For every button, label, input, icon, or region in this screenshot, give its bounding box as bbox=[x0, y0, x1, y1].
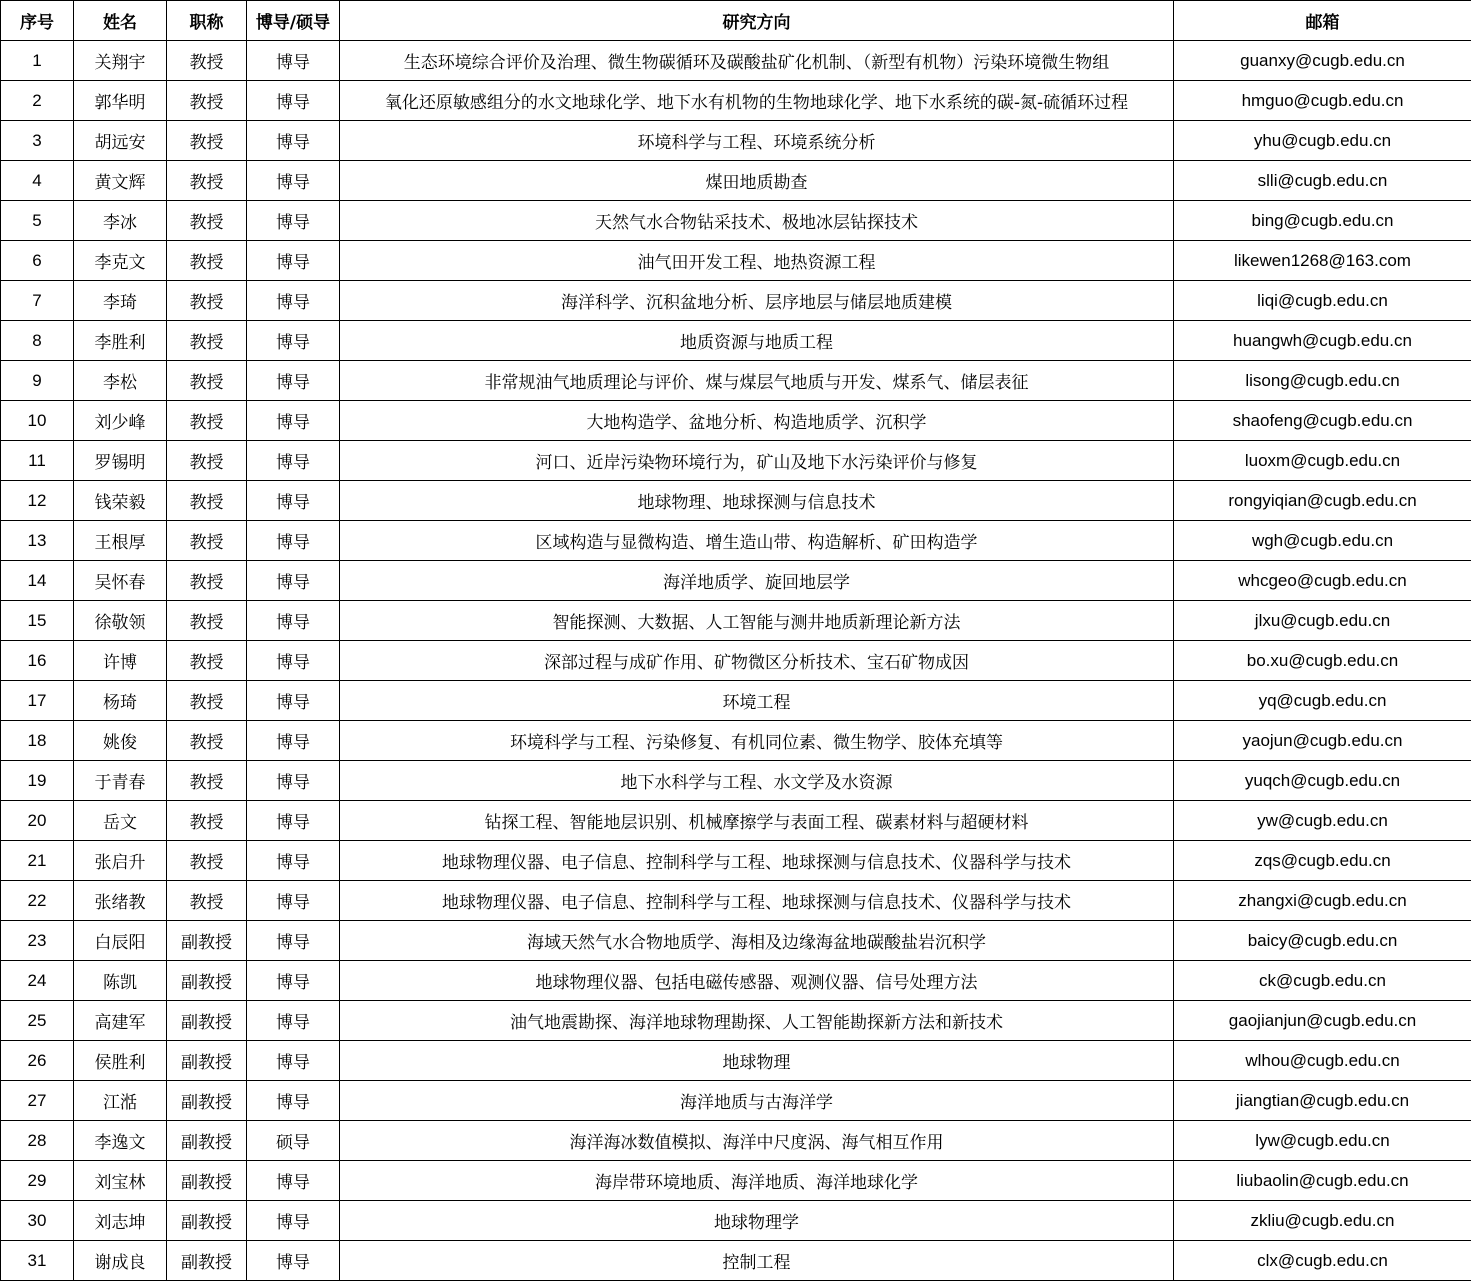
table-row bbox=[1, 921, 1471, 961]
cell-email: jiangtian@cugb.edu.cn bbox=[1174, 1081, 1471, 1121]
cell-name: 黄文辉 bbox=[74, 161, 167, 201]
cell-name: 陈凯 bbox=[74, 961, 167, 1001]
cell-title: 教授 bbox=[167, 481, 247, 521]
cell-email: zhangxi@cugb.edu.cn bbox=[1174, 881, 1471, 921]
cell-supervisor: 博导 bbox=[247, 961, 340, 1001]
cell-supervisor: 博导 bbox=[247, 401, 340, 441]
cell-name: 许博 bbox=[74, 641, 167, 681]
cell-seq: 25 bbox=[1, 1001, 74, 1041]
cell-research: 河口、近岸污染物环境行为，矿山及地下水污染评价与修复 bbox=[340, 441, 1174, 481]
table-row bbox=[1, 241, 1471, 281]
table-body bbox=[1, 41, 1471, 1281]
cell-email: gaojianjun@cugb.edu.cn bbox=[1174, 1001, 1471, 1041]
cell-supervisor: 博导 bbox=[247, 601, 340, 641]
cell-seq: 16 bbox=[1, 641, 74, 681]
cell-research: 环境科学与工程、环境系统分析 bbox=[340, 121, 1174, 161]
cell-research: 地质资源与地质工程 bbox=[340, 321, 1174, 361]
cell-title: 教授 bbox=[167, 841, 247, 881]
table-row bbox=[1, 1121, 1471, 1161]
cell-name: 刘少峰 bbox=[74, 401, 167, 441]
cell-supervisor: 博导 bbox=[247, 161, 340, 201]
cell-seq: 7 bbox=[1, 281, 74, 321]
cell-title: 副教授 bbox=[167, 1041, 247, 1081]
cell-name: 李松 bbox=[74, 361, 167, 401]
cell-name: 姚俊 bbox=[74, 721, 167, 761]
cell-name: 白辰阳 bbox=[74, 921, 167, 961]
cell-research: 地球物理仪器、电子信息、控制科学与工程、地球探测与信息技术、仪器科学与技术 bbox=[340, 881, 1174, 921]
cell-title: 教授 bbox=[167, 761, 247, 801]
header-name: 姓名 bbox=[74, 1, 167, 41]
cell-email: wgh@cugb.edu.cn bbox=[1174, 521, 1471, 561]
cell-name: 岳文 bbox=[74, 801, 167, 841]
header-supervisor: 博导/硕导 bbox=[247, 1, 340, 41]
cell-name: 杨琦 bbox=[74, 681, 167, 721]
cell-name: 钱荣毅 bbox=[74, 481, 167, 521]
header-research: 研究方向 bbox=[340, 1, 1174, 41]
cell-seq: 27 bbox=[1, 1081, 74, 1121]
cell-research: 天然气水合物钻采技术、极地冰层钻探技术 bbox=[340, 201, 1174, 241]
cell-name: 吴怀春 bbox=[74, 561, 167, 601]
cell-supervisor: 博导 bbox=[247, 1001, 340, 1041]
table-row bbox=[1, 481, 1471, 521]
cell-title: 教授 bbox=[167, 281, 247, 321]
cell-research: 海洋地质与古海洋学 bbox=[340, 1081, 1174, 1121]
cell-title: 教授 bbox=[167, 521, 247, 561]
cell-supervisor: 博导 bbox=[247, 801, 340, 841]
cell-seq: 2 bbox=[1, 81, 74, 121]
cell-research: 地球物理、地球探测与信息技术 bbox=[340, 481, 1174, 521]
cell-email: clx@cugb.edu.cn bbox=[1174, 1241, 1471, 1281]
cell-email: zqs@cugb.edu.cn bbox=[1174, 841, 1471, 881]
cell-name: 李冰 bbox=[74, 201, 167, 241]
table-row bbox=[1, 641, 1471, 681]
cell-supervisor: 博导 bbox=[247, 321, 340, 361]
cell-email: lyw@cugb.edu.cn bbox=[1174, 1121, 1471, 1161]
cell-supervisor: 博导 bbox=[247, 761, 340, 801]
table-row bbox=[1, 441, 1471, 481]
cell-title: 副教授 bbox=[167, 921, 247, 961]
table-row bbox=[1, 81, 1471, 121]
cell-name: 郭华明 bbox=[74, 81, 167, 121]
cell-name: 李克文 bbox=[74, 241, 167, 281]
cell-title: 教授 bbox=[167, 681, 247, 721]
cell-supervisor: 硕导 bbox=[247, 1121, 340, 1161]
cell-research: 地下水科学与工程、水文学及水资源 bbox=[340, 761, 1174, 801]
cell-supervisor: 博导 bbox=[247, 1161, 340, 1201]
cell-research: 钻探工程、智能地层识别、机械摩擦学与表面工程、碳素材料与超硬材料 bbox=[340, 801, 1174, 841]
cell-email: luoxm@cugb.edu.cn bbox=[1174, 441, 1471, 481]
cell-seq: 17 bbox=[1, 681, 74, 721]
table-row bbox=[1, 681, 1471, 721]
cell-email: yaojun@cugb.edu.cn bbox=[1174, 721, 1471, 761]
cell-seq: 31 bbox=[1, 1241, 74, 1281]
table-row bbox=[1, 41, 1471, 81]
table-row bbox=[1, 841, 1471, 881]
cell-seq: 24 bbox=[1, 961, 74, 1001]
cell-seq: 5 bbox=[1, 201, 74, 241]
table-row bbox=[1, 361, 1471, 401]
cell-name: 高建军 bbox=[74, 1001, 167, 1041]
cell-research: 深部过程与成矿作用、矿物微区分析技术、宝石矿物成因 bbox=[340, 641, 1174, 681]
cell-title: 教授 bbox=[167, 601, 247, 641]
table-row bbox=[1, 1081, 1471, 1121]
cell-supervisor: 博导 bbox=[247, 241, 340, 281]
cell-seq: 11 bbox=[1, 441, 74, 481]
cell-seq: 12 bbox=[1, 481, 74, 521]
cell-research: 地球物理仪器、电子信息、控制科学与工程、地球探测与信息技术、仪器科学与技术 bbox=[340, 841, 1174, 881]
cell-name: 江湉 bbox=[74, 1081, 167, 1121]
cell-name: 侯胜利 bbox=[74, 1041, 167, 1081]
table-row bbox=[1, 561, 1471, 601]
cell-research: 煤田地质勘查 bbox=[340, 161, 1174, 201]
table-row bbox=[1, 961, 1471, 1001]
table-row bbox=[1, 1201, 1471, 1241]
cell-supervisor: 博导 bbox=[247, 441, 340, 481]
cell-email: whcgeo@cugb.edu.cn bbox=[1174, 561, 1471, 601]
cell-seq: 10 bbox=[1, 401, 74, 441]
cell-email: hmguo@cugb.edu.cn bbox=[1174, 81, 1471, 121]
cell-seq: 23 bbox=[1, 921, 74, 961]
cell-supervisor: 博导 bbox=[247, 481, 340, 521]
cell-research: 海域天然气水合物地质学、海相及边缘海盆地碳酸盐岩沉积学 bbox=[340, 921, 1174, 961]
cell-supervisor: 博导 bbox=[247, 561, 340, 601]
cell-email: ck@cugb.edu.cn bbox=[1174, 961, 1471, 1001]
cell-supervisor: 博导 bbox=[247, 1081, 340, 1121]
cell-title: 教授 bbox=[167, 401, 247, 441]
cell-seq: 3 bbox=[1, 121, 74, 161]
header-seq: 序号 bbox=[1, 1, 74, 41]
cell-seq: 30 bbox=[1, 1201, 74, 1241]
cell-email: zkliu@cugb.edu.cn bbox=[1174, 1201, 1471, 1241]
cell-supervisor: 博导 bbox=[247, 361, 340, 401]
cell-email: bo.xu@cugb.edu.cn bbox=[1174, 641, 1471, 681]
cell-supervisor: 博导 bbox=[247, 921, 340, 961]
cell-research: 地球物理 bbox=[340, 1041, 1174, 1081]
cell-title: 教授 bbox=[167, 321, 247, 361]
cell-name: 张启升 bbox=[74, 841, 167, 881]
cell-seq: 18 bbox=[1, 721, 74, 761]
cell-research: 大地构造学、盆地分析、构造地质学、沉积学 bbox=[340, 401, 1174, 441]
cell-title: 教授 bbox=[167, 121, 247, 161]
cell-supervisor: 博导 bbox=[247, 881, 340, 921]
cell-seq: 14 bbox=[1, 561, 74, 601]
cell-email: lisong@cugb.edu.cn bbox=[1174, 361, 1471, 401]
cell-supervisor: 博导 bbox=[247, 521, 340, 561]
header-email: 邮箱 bbox=[1174, 1, 1471, 41]
cell-title: 教授 bbox=[167, 241, 247, 281]
cell-name: 罗锡明 bbox=[74, 441, 167, 481]
cell-name: 徐敬领 bbox=[74, 601, 167, 641]
cell-email: bing@cugb.edu.cn bbox=[1174, 201, 1471, 241]
cell-title: 副教授 bbox=[167, 1081, 247, 1121]
table-row bbox=[1, 401, 1471, 441]
table-row bbox=[1, 801, 1471, 841]
cell-seq: 8 bbox=[1, 321, 74, 361]
cell-name: 李胜利 bbox=[74, 321, 167, 361]
cell-seq: 4 bbox=[1, 161, 74, 201]
cell-title: 教授 bbox=[167, 561, 247, 601]
cell-supervisor: 博导 bbox=[247, 1241, 340, 1281]
cell-name: 张绪教 bbox=[74, 881, 167, 921]
cell-seq: 9 bbox=[1, 361, 74, 401]
cell-name: 刘志坤 bbox=[74, 1201, 167, 1241]
cell-name: 刘宝林 bbox=[74, 1161, 167, 1201]
cell-research: 氧化还原敏感组分的水文地球化学、地下水有机物的生物地球化学、地下水系统的碳-氮-硫循环过程 bbox=[340, 81, 1174, 121]
cell-email: guanxy@cugb.edu.cn bbox=[1174, 41, 1471, 81]
cell-title: 副教授 bbox=[167, 961, 247, 1001]
cell-seq: 15 bbox=[1, 601, 74, 641]
table-row bbox=[1, 721, 1471, 761]
cell-supervisor: 博导 bbox=[247, 81, 340, 121]
cell-seq: 19 bbox=[1, 761, 74, 801]
table-row bbox=[1, 281, 1471, 321]
cell-seq: 21 bbox=[1, 841, 74, 881]
cell-supervisor: 博导 bbox=[247, 1041, 340, 1081]
cell-supervisor: 博导 bbox=[247, 281, 340, 321]
cell-research: 油气田开发工程、地热资源工程 bbox=[340, 241, 1174, 281]
cell-supervisor: 博导 bbox=[247, 721, 340, 761]
table-row bbox=[1, 161, 1471, 201]
cell-name: 李逸文 bbox=[74, 1121, 167, 1161]
table-row bbox=[1, 881, 1471, 921]
cell-email: jlxu@cugb.edu.cn bbox=[1174, 601, 1471, 641]
cell-name: 李琦 bbox=[74, 281, 167, 321]
cell-name: 王根厚 bbox=[74, 521, 167, 561]
cell-seq: 1 bbox=[1, 41, 74, 81]
cell-email: baicy@cugb.edu.cn bbox=[1174, 921, 1471, 961]
cell-email: yuqch@cugb.edu.cn bbox=[1174, 761, 1471, 801]
cell-seq: 26 bbox=[1, 1041, 74, 1081]
cell-supervisor: 博导 bbox=[247, 121, 340, 161]
cell-seq: 22 bbox=[1, 881, 74, 921]
cell-title: 教授 bbox=[167, 41, 247, 81]
cell-title: 教授 bbox=[167, 881, 247, 921]
cell-research: 海洋海冰数值模拟、海洋中尺度涡、海气相互作用 bbox=[340, 1121, 1174, 1161]
cell-title: 副教授 bbox=[167, 1161, 247, 1201]
cell-research: 环境工程 bbox=[340, 681, 1174, 721]
cell-research: 海洋地质学、旋回地层学 bbox=[340, 561, 1174, 601]
cell-title: 教授 bbox=[167, 801, 247, 841]
cell-title: 教授 bbox=[167, 721, 247, 761]
cell-research: 海岸带环境地质、海洋地质、海洋地球化学 bbox=[340, 1161, 1174, 1201]
table-row bbox=[1, 1241, 1471, 1281]
cell-title: 教授 bbox=[167, 361, 247, 401]
cell-title: 教授 bbox=[167, 201, 247, 241]
table-row bbox=[1, 201, 1471, 241]
cell-email: slli@cugb.edu.cn bbox=[1174, 161, 1471, 201]
cell-supervisor: 博导 bbox=[247, 641, 340, 681]
cell-supervisor: 博导 bbox=[247, 201, 340, 241]
cell-title: 副教授 bbox=[167, 1241, 247, 1281]
cell-name: 胡远安 bbox=[74, 121, 167, 161]
cell-seq: 13 bbox=[1, 521, 74, 561]
cell-email: yhu@cugb.edu.cn bbox=[1174, 121, 1471, 161]
cell-title: 副教授 bbox=[167, 1201, 247, 1241]
cell-email: huangwh@cugb.edu.cn bbox=[1174, 321, 1471, 361]
cell-research: 区域构造与显微构造、增生造山带、构造解析、矿田构造学 bbox=[340, 521, 1174, 561]
table-row bbox=[1, 1041, 1471, 1081]
cell-research: 地球物理仪器、包括电磁传感器、观测仪器、信号处理方法 bbox=[340, 961, 1174, 1001]
cell-title: 教授 bbox=[167, 161, 247, 201]
cell-email: yq@cugb.edu.cn bbox=[1174, 681, 1471, 721]
cell-research: 生态环境综合评价及治理、微生物碳循环及碳酸盐矿化机制、（新型有机物）污染环境微生物组 bbox=[340, 41, 1174, 81]
header-title: 职称 bbox=[167, 1, 247, 41]
cell-title: 教授 bbox=[167, 81, 247, 121]
table-row bbox=[1, 1001, 1471, 1041]
cell-supervisor: 博导 bbox=[247, 841, 340, 881]
cell-title: 副教授 bbox=[167, 1001, 247, 1041]
cell-research: 控制工程 bbox=[340, 1241, 1174, 1281]
cell-supervisor: 博导 bbox=[247, 681, 340, 721]
header-row bbox=[1, 1, 1471, 41]
cell-seq: 20 bbox=[1, 801, 74, 841]
cell-research: 环境科学与工程、污染修复、有机同位素、微生物学、胶体充填等 bbox=[340, 721, 1174, 761]
cell-seq: 29 bbox=[1, 1161, 74, 1201]
cell-seq: 6 bbox=[1, 241, 74, 281]
table-row bbox=[1, 761, 1471, 801]
cell-title: 教授 bbox=[167, 441, 247, 481]
cell-research: 油气地震勘探、海洋地球物理勘探、人工智能勘探新方法和新技术 bbox=[340, 1001, 1174, 1041]
cell-research: 海洋科学、沉积盆地分析、层序地层与储层地质建模 bbox=[340, 281, 1174, 321]
cell-email: liqi@cugb.edu.cn bbox=[1174, 281, 1471, 321]
cell-title: 教授 bbox=[167, 641, 247, 681]
cell-title: 副教授 bbox=[167, 1121, 247, 1161]
table-row bbox=[1, 1161, 1471, 1201]
cell-email: wlhou@cugb.edu.cn bbox=[1174, 1041, 1471, 1081]
table-row bbox=[1, 601, 1471, 641]
cell-email: likewen1268@163.com bbox=[1174, 241, 1471, 281]
cell-name: 谢成良 bbox=[74, 1241, 167, 1281]
cell-research: 智能探测、大数据、人工智能与测井地质新理论新方法 bbox=[340, 601, 1174, 641]
cell-supervisor: 博导 bbox=[247, 41, 340, 81]
table-row bbox=[1, 121, 1471, 161]
cell-email: shaofeng@cugb.edu.cn bbox=[1174, 401, 1471, 441]
cell-research: 非常规油气地质理论与评价、煤与煤层气地质与开发、煤系气、储层表征 bbox=[340, 361, 1174, 401]
table-row bbox=[1, 321, 1471, 361]
cell-research: 地球物理学 bbox=[340, 1201, 1174, 1241]
cell-email: liubaolin@cugb.edu.cn bbox=[1174, 1161, 1471, 1201]
cell-email: yw@cugb.edu.cn bbox=[1174, 801, 1471, 841]
cell-email: rongyiqian@cugb.edu.cn bbox=[1174, 481, 1471, 521]
cell-supervisor: 博导 bbox=[247, 1201, 340, 1241]
table-row bbox=[1, 521, 1471, 561]
cell-name: 关翔宇 bbox=[74, 41, 167, 81]
cell-seq: 28 bbox=[1, 1121, 74, 1161]
table-header bbox=[1, 1, 1471, 41]
cell-name: 于青春 bbox=[74, 761, 167, 801]
